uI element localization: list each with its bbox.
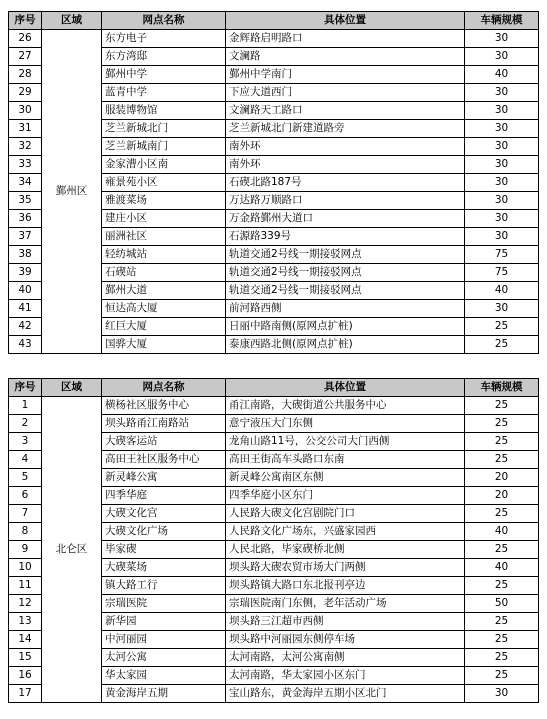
site-location: 意宁液压大门东侧 — [226, 415, 465, 433]
site-name: 华太家园 — [102, 667, 226, 685]
site-location: 金辉路启明路口 — [226, 30, 465, 48]
row-no: 43 — [9, 336, 42, 354]
site-name: 镇大路工行 — [102, 577, 226, 595]
vehicle-scale: 25 — [465, 433, 539, 451]
vehicle-scale: 75 — [465, 246, 539, 264]
row-no: 38 — [9, 246, 42, 264]
row-no: 26 — [9, 30, 42, 48]
site-location: 石碶北路187号 — [226, 174, 465, 192]
vehicle-scale: 25 — [465, 631, 539, 649]
row-no: 34 — [9, 174, 42, 192]
site-name: 国骅大厦 — [102, 336, 226, 354]
row-no: 5 — [9, 469, 42, 487]
site-location: 坝头路镇大路口东北报刊亭边 — [226, 577, 465, 595]
site-location: 泰康西路北侧(原网点扩桩) — [226, 336, 465, 354]
row-no: 40 — [9, 282, 42, 300]
site-name: 服装博物馆 — [102, 102, 226, 120]
vehicle-scale: 25 — [465, 318, 539, 336]
site-name: 高田王社区服务中心 — [102, 451, 226, 469]
site-name: 新华园 — [102, 613, 226, 631]
site-location: 太河南路，华太家园小区东门 — [226, 667, 465, 685]
vehicle-scale: 30 — [465, 102, 539, 120]
row-no: 36 — [9, 210, 42, 228]
header-name: 网点名称 — [102, 12, 226, 30]
vehicle-scale: 25 — [465, 541, 539, 559]
site-name: 石碶站 — [102, 264, 226, 282]
row-no: 12 — [9, 595, 42, 613]
site-location: 宝山路东，黄金海岸五期小区北门 — [226, 685, 465, 703]
vehicle-scale: 30 — [465, 48, 539, 66]
site-name: 四季华庭 — [102, 487, 226, 505]
site-name: 鄞州大道 — [102, 282, 226, 300]
site-location: 四季华庭小区东门 — [226, 487, 465, 505]
row-no: 16 — [9, 667, 42, 685]
vehicle-scale: 25 — [465, 336, 539, 354]
row-no: 11 — [9, 577, 42, 595]
table-beilun — [8, 378, 539, 703]
site-location: 坝头路三江超市西侧 — [226, 613, 465, 631]
site-name: 大碶文化宫 — [102, 505, 226, 523]
site-name: 毕家碶 — [102, 541, 226, 559]
site-location: 下应大道西门 — [226, 84, 465, 102]
vehicle-scale: 40 — [465, 66, 539, 84]
vehicle-scale: 75 — [465, 264, 539, 282]
table-row — [9, 397, 539, 415]
site-location: 南外环 — [226, 156, 465, 174]
site-location: 龙角山路11号，公交公司大门西侧 — [226, 433, 465, 451]
vehicle-scale: 30 — [465, 228, 539, 246]
table-body-beilun — [9, 397, 539, 703]
row-no: 37 — [9, 228, 42, 246]
row-no: 2 — [9, 415, 42, 433]
row-no: 39 — [9, 264, 42, 282]
vehicle-scale: 20 — [465, 469, 539, 487]
row-no: 3 — [9, 433, 42, 451]
vehicle-scale: 30 — [465, 192, 539, 210]
site-name: 大碶文化广场 — [102, 523, 226, 541]
row-no: 35 — [9, 192, 42, 210]
site-location: 鄞州中学南门 — [226, 66, 465, 84]
site-name: 轻纺城站 — [102, 246, 226, 264]
table-header-row — [9, 12, 539, 30]
row-no: 7 — [9, 505, 42, 523]
vehicle-scale: 25 — [465, 451, 539, 469]
vehicle-scale: 25 — [465, 577, 539, 595]
row-no: 17 — [9, 685, 42, 703]
site-name: 红巨大厦 — [102, 318, 226, 336]
site-name: 雍景苑小区 — [102, 174, 226, 192]
site-name: 大碶菜场 — [102, 559, 226, 577]
site-name: 东方湾邸 — [102, 48, 226, 66]
vehicle-scale: 30 — [465, 30, 539, 48]
site-location: 日丽中路南侧(原网点扩桩) — [226, 318, 465, 336]
header-no: 序号 — [9, 12, 42, 30]
site-name: 雅渡菜场 — [102, 192, 226, 210]
site-name: 新灵峰公寓 — [102, 469, 226, 487]
header-scale: 车辆规模 — [465, 12, 539, 30]
row-no: 4 — [9, 451, 42, 469]
site-location: 文澜路 — [226, 48, 465, 66]
site-name: 宗瑞医院 — [102, 595, 226, 613]
area-cell: 鄞州区 — [42, 30, 102, 354]
site-location: 轨道交通2号线一期接驳网点 — [226, 282, 465, 300]
vehicle-scale: 40 — [465, 559, 539, 577]
vehicle-scale: 30 — [465, 138, 539, 156]
site-location: 甬江南路，大碶街道公共服务中心 — [226, 397, 465, 415]
site-name: 太河公寓 — [102, 649, 226, 667]
vehicle-scale: 40 — [465, 282, 539, 300]
vehicle-scale: 30 — [465, 156, 539, 174]
site-name: 金家漕小区南 — [102, 156, 226, 174]
row-no: 13 — [9, 613, 42, 631]
site-location: 宗瑞医院南门东侧，老年活动广场 — [226, 595, 465, 613]
vehicle-scale: 30 — [465, 120, 539, 138]
row-no: 41 — [9, 300, 42, 318]
site-location: 万达路万顺路口 — [226, 192, 465, 210]
site-location: 轨道交通2号线一期接驳网点 — [226, 246, 465, 264]
row-no: 9 — [9, 541, 42, 559]
site-location: 坝头路大碶农贸市场大门两侧 — [226, 559, 465, 577]
site-location: 芝兰新城北门新建道路旁 — [226, 120, 465, 138]
table-body-yinzhou — [9, 30, 539, 354]
site-location: 石源路339号 — [226, 228, 465, 246]
site-name: 建庄小区 — [102, 210, 226, 228]
row-no: 33 — [9, 156, 42, 174]
header-location: 具体位置 — [226, 12, 465, 30]
site-name: 恒达高大厦 — [102, 300, 226, 318]
vehicle-scale: 30 — [465, 84, 539, 102]
header-scale: 车辆规模 — [465, 379, 539, 397]
vehicle-scale: 50 — [465, 595, 539, 613]
header-area: 区域 — [42, 379, 102, 397]
header-location: 具体位置 — [226, 379, 465, 397]
vehicle-scale: 30 — [465, 210, 539, 228]
site-name: 鄞州中学 — [102, 66, 226, 84]
area-cell: 北仑区 — [42, 397, 102, 703]
header-no: 序号 — [9, 379, 42, 397]
site-location: 人民路文化广场东，兴盛家园西 — [226, 523, 465, 541]
site-name: 大碶客运站 — [102, 433, 226, 451]
vehicle-scale: 30 — [465, 300, 539, 318]
site-name: 东方电子 — [102, 30, 226, 48]
table-header-row — [9, 379, 539, 397]
row-no: 14 — [9, 631, 42, 649]
row-no: 6 — [9, 487, 42, 505]
row-no: 32 — [9, 138, 42, 156]
row-no: 27 — [9, 48, 42, 66]
row-no: 30 — [9, 102, 42, 120]
vehicle-scale: 40 — [465, 523, 539, 541]
vehicle-scale: 20 — [465, 487, 539, 505]
site-location: 文澜路天工路口 — [226, 102, 465, 120]
row-no: 8 — [9, 523, 42, 541]
table-row — [9, 30, 539, 48]
site-location: 新灵峰公寓南区东侧 — [226, 469, 465, 487]
vehicle-scale: 30 — [465, 174, 539, 192]
site-name: 坝头路甬江南路站 — [102, 415, 226, 433]
site-location: 坝头路中河丽园东侧停车场 — [226, 631, 465, 649]
row-no: 28 — [9, 66, 42, 84]
site-name: 芝兰新城南门 — [102, 138, 226, 156]
site-location: 前河路西侧 — [226, 300, 465, 318]
site-location: 人民北路，毕家碶桥北侧 — [226, 541, 465, 559]
site-location: 轨道交通2号线一期接驳网点 — [226, 264, 465, 282]
site-name: 丽洲社区 — [102, 228, 226, 246]
site-name: 蓝青中学 — [102, 84, 226, 102]
row-no: 15 — [9, 649, 42, 667]
vehicle-scale: 25 — [465, 613, 539, 631]
row-no: 1 — [9, 397, 42, 415]
row-no: 29 — [9, 84, 42, 102]
row-no: 31 — [9, 120, 42, 138]
row-no: 42 — [9, 318, 42, 336]
vehicle-scale: 25 — [465, 505, 539, 523]
vehicle-scale: 25 — [465, 649, 539, 667]
site-location: 太河南路，太河公寓南侧 — [226, 649, 465, 667]
vehicle-scale: 30 — [465, 685, 539, 703]
site-name: 中河丽园 — [102, 631, 226, 649]
site-name: 黄金海岸五期 — [102, 685, 226, 703]
row-no: 10 — [9, 559, 42, 577]
vehicle-scale: 25 — [465, 415, 539, 433]
table-yinzhou — [8, 11, 539, 354]
site-name: 横杨社区服务中心 — [102, 397, 226, 415]
vehicle-scale: 25 — [465, 667, 539, 685]
site-name: 芝兰新城北门 — [102, 120, 226, 138]
header-name: 网点名称 — [102, 379, 226, 397]
site-location: 高田王街高车头路口东南 — [226, 451, 465, 469]
site-location: 人民路大碶文化宫剧院门口 — [226, 505, 465, 523]
site-location: 万金路鄞州大道口 — [226, 210, 465, 228]
site-location: 南外环 — [226, 138, 465, 156]
vehicle-scale: 25 — [465, 397, 539, 415]
header-area: 区域 — [42, 12, 102, 30]
